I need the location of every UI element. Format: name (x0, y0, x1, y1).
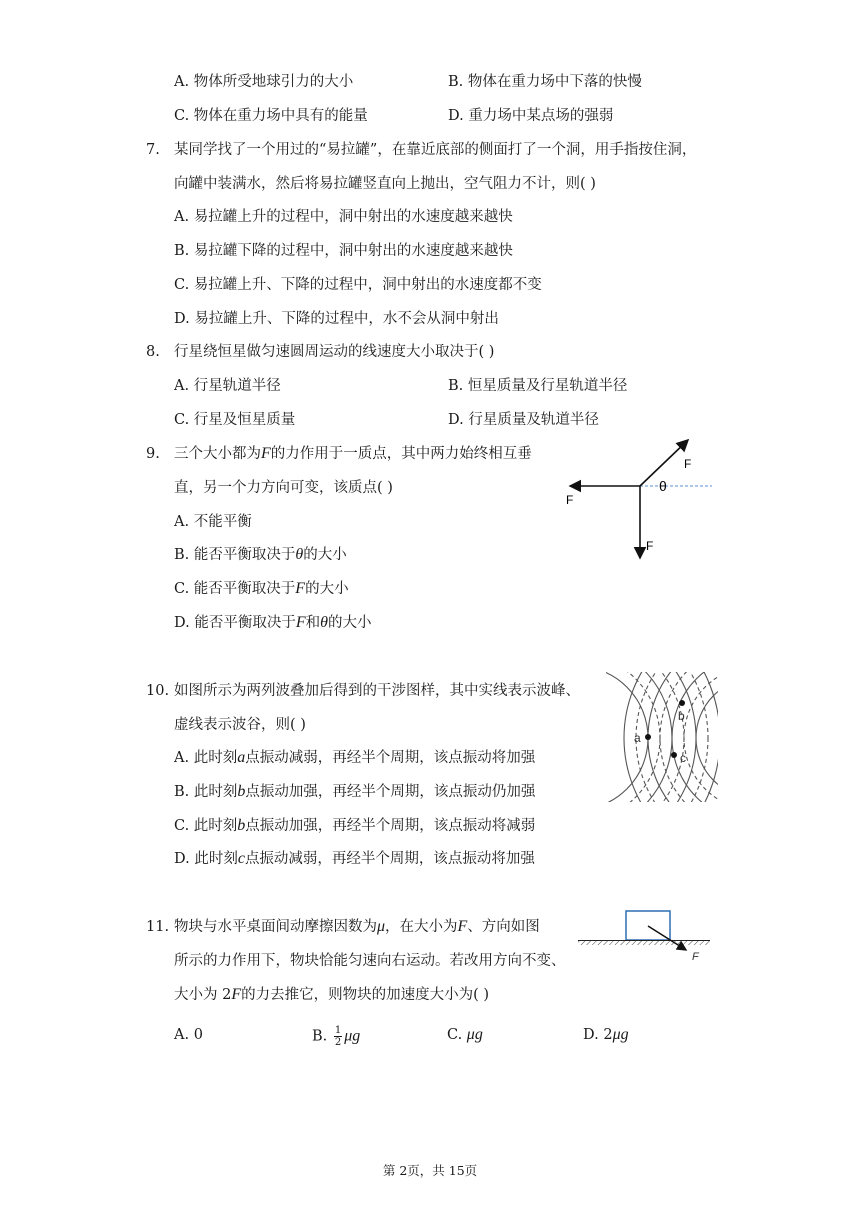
q9-c-post: 的大小 (305, 581, 349, 597)
q11-option-b (312, 1025, 360, 1048)
q10-option-c (174, 816, 535, 836)
q10-wave-trough-left-3 (606, 672, 708, 804)
q7-option-b: B. 易拉罐下降的过程中，洞中射出的水速度越来越快 (174, 243, 513, 259)
q11-option-c (447, 1025, 483, 1045)
q7-option-d: D. 易拉罐上升、下降的过程中，水不会从洞中射出 (174, 311, 499, 327)
q7-stem-line1: 某同学找了一个用过的“易拉罐”，在靠近底部的侧面打了一个洞，用手指按住洞， (174, 142, 697, 158)
q10-b-pre: B. 此时刻 (174, 784, 238, 800)
q10-a-var: a (237, 749, 246, 766)
q10-wave-crest-left-3 (606, 672, 696, 804)
q11-number: 11. (146, 919, 170, 935)
q9-d-mid: 和 (305, 615, 321, 631)
q9-stem1-pre: 三个大小都为 (174, 446, 261, 462)
q9-option-c (174, 579, 349, 599)
q10-point-b (679, 700, 685, 706)
q10-interference-pattern (606, 672, 718, 804)
q9-c-pre: C. 能否平衡取决于 (174, 581, 296, 597)
q11-b-denominator: 2 (334, 1037, 342, 1048)
q9-number: 9. (146, 446, 160, 462)
q9-stem-line1 (174, 444, 532, 464)
q9-label-theta: θ (659, 478, 667, 494)
q11-stem1-post: 、方向如图 (467, 919, 540, 935)
q9-d-theta: θ (320, 614, 328, 631)
q11-stem3-pre: 大小为 2 (174, 987, 232, 1003)
q8-number: 8. (146, 344, 160, 360)
q10-point-c (671, 752, 677, 758)
q10-label-c: c (680, 751, 686, 765)
q11-option-a: A. 0 (174, 1027, 203, 1043)
q8-option-d: D. 行星质量及轨道半径 (448, 412, 599, 428)
q11-var-mu: μ (377, 918, 386, 935)
q7-option-c: C. 易拉罐上升、下降的过程中，洞中射出的水速度都不变 (174, 277, 542, 293)
q11-option-d (583, 1025, 629, 1045)
q6-option-c: C. 物体在重力场中具有的能量 (174, 108, 368, 124)
q10-wave-crest-right-1 (696, 678, 718, 798)
q10-label-a: a (634, 731, 641, 745)
q10-wave-crest-right-2 (672, 672, 718, 804)
q8-option-a: A. 行星轨道半径 (174, 378, 281, 394)
q11-b-pre: B. (312, 1028, 332, 1045)
q11-d-mug: μg (612, 1026, 629, 1043)
q10-option-b (174, 782, 535, 802)
q9-d-post: 的大小 (327, 615, 372, 631)
q11-table-hatching (578, 941, 710, 945)
q6-option-d: D. 重力场中某点场的强弱 (448, 108, 614, 124)
q10-a-post: 点振动减弱，再经半个周期，该点振动将加强 (245, 750, 536, 766)
q11-c-pre: C. (447, 1027, 467, 1043)
page-footer: 第 2页，共 15页 (382, 1163, 478, 1178)
q10-c-var: b (237, 817, 246, 834)
q9-var-f: F (261, 445, 271, 462)
q7-option-a: A. 易拉罐上升的过程中，洞中射出的水速度越来越快 (174, 209, 513, 225)
q10-point-a (645, 734, 651, 740)
q9-b-theta: θ (295, 546, 304, 563)
q11-b-mug: μg (344, 1027, 361, 1045)
q10-number: 10. (146, 683, 170, 699)
q6-option-a: A. 物体所受地球引力的大小 (174, 74, 354, 90)
q10-c-pre: C. 此时刻 (174, 818, 238, 834)
q10-a-pre: A. 此时刻 (174, 750, 238, 766)
q11-stem-line2: 所示的力作用下，物块恰能匀速向右运动。若改用方向不变、 (174, 953, 566, 969)
q6-option-b: B. 物体在重力场中下落的快慢 (448, 74, 642, 90)
q9-label-f-down: F (646, 539, 654, 553)
q11-stem-line3 (174, 985, 489, 1005)
q9-c-f: F (295, 580, 306, 597)
q7-stem-line2: 向罐中装满水，然后将易拉罐竖直向上抛出，空气阻力不计，则( ) (174, 176, 596, 192)
q10-d-post: 点振动减弱，再经半个周期，该点振动将加强 (244, 851, 535, 867)
q9-stem1-post: 的力作用于一质点，其中两力始终相互垂 (270, 446, 532, 462)
q9-d-f: F (295, 614, 306, 631)
q11-block-diagram (578, 908, 712, 964)
q9-d-pre: D. 能否平衡取决于 (174, 615, 296, 631)
q10-stem-line1: 如图所示为两列波叠加后得到的干涉图样，其中实线表示波峰、 (174, 683, 580, 699)
q8-option-b: B. 恒星质量及行星轨道半径 (448, 378, 628, 394)
q9-option-a: A. 不能平衡 (174, 514, 252, 530)
q10-wave-trough-left-1 (606, 672, 660, 804)
q11-stem1-mid: ，在大小为 (385, 919, 458, 935)
q10-c-post: 点振动加强，再经半个周期，该点振动将减弱 (245, 818, 536, 834)
q9-b-post: 的大小 (303, 547, 347, 563)
q11-stem3-post: 的力去推它，则物块的加速度大小为( ) (241, 987, 490, 1003)
q11-d-pre: D. 2 (583, 1027, 613, 1043)
q10-b-var: b (237, 783, 246, 800)
q9-option-b (174, 545, 347, 565)
q7-number: 7. (146, 142, 160, 158)
q9-label-f-left: F (566, 493, 574, 507)
q8-stem: 行星绕恒星做匀速圆周运动的线速度大小取决于( ) (174, 344, 495, 360)
q9-label-f-diagonal: F (684, 457, 692, 471)
q10-stem-line2: 虚线表示波谷，则( ) (174, 717, 306, 733)
q11-stem-line1 (174, 917, 540, 937)
q10-b-post: 点振动加强，再经半个周期，该点振动仍加强 (245, 784, 536, 800)
q10-wave-crest-left-1 (606, 672, 648, 804)
q11-b-numerator: 1 (334, 1025, 342, 1036)
q9-stem-line2: 直，另一个力方向可变，该质点( ) (174, 480, 393, 496)
q11-var-f: F (457, 918, 468, 935)
q10-option-d (174, 849, 535, 869)
q9-b-pre: B. 能否平衡取决于 (174, 547, 296, 563)
q10-option-a (174, 748, 535, 768)
q9-option-d (174, 613, 371, 633)
q10-wave-trough-right-2 (660, 672, 718, 804)
q11-b-fraction (334, 1025, 342, 1048)
q9-force-diagram (560, 432, 720, 564)
q11-c-mug: μg (466, 1026, 483, 1043)
q11-stem1-pre: 物块与水平桌面间动摩擦因数为 (174, 919, 377, 935)
q10-d-var: c (237, 850, 245, 867)
q11-label-f: F (692, 951, 699, 963)
q10-d-pre: D. 此时刻 (174, 851, 238, 867)
q11-stem3-f: F (231, 986, 242, 1003)
q10-label-b: b (678, 709, 685, 723)
q8-option-c: C. 行星及恒星质量 (174, 412, 296, 428)
